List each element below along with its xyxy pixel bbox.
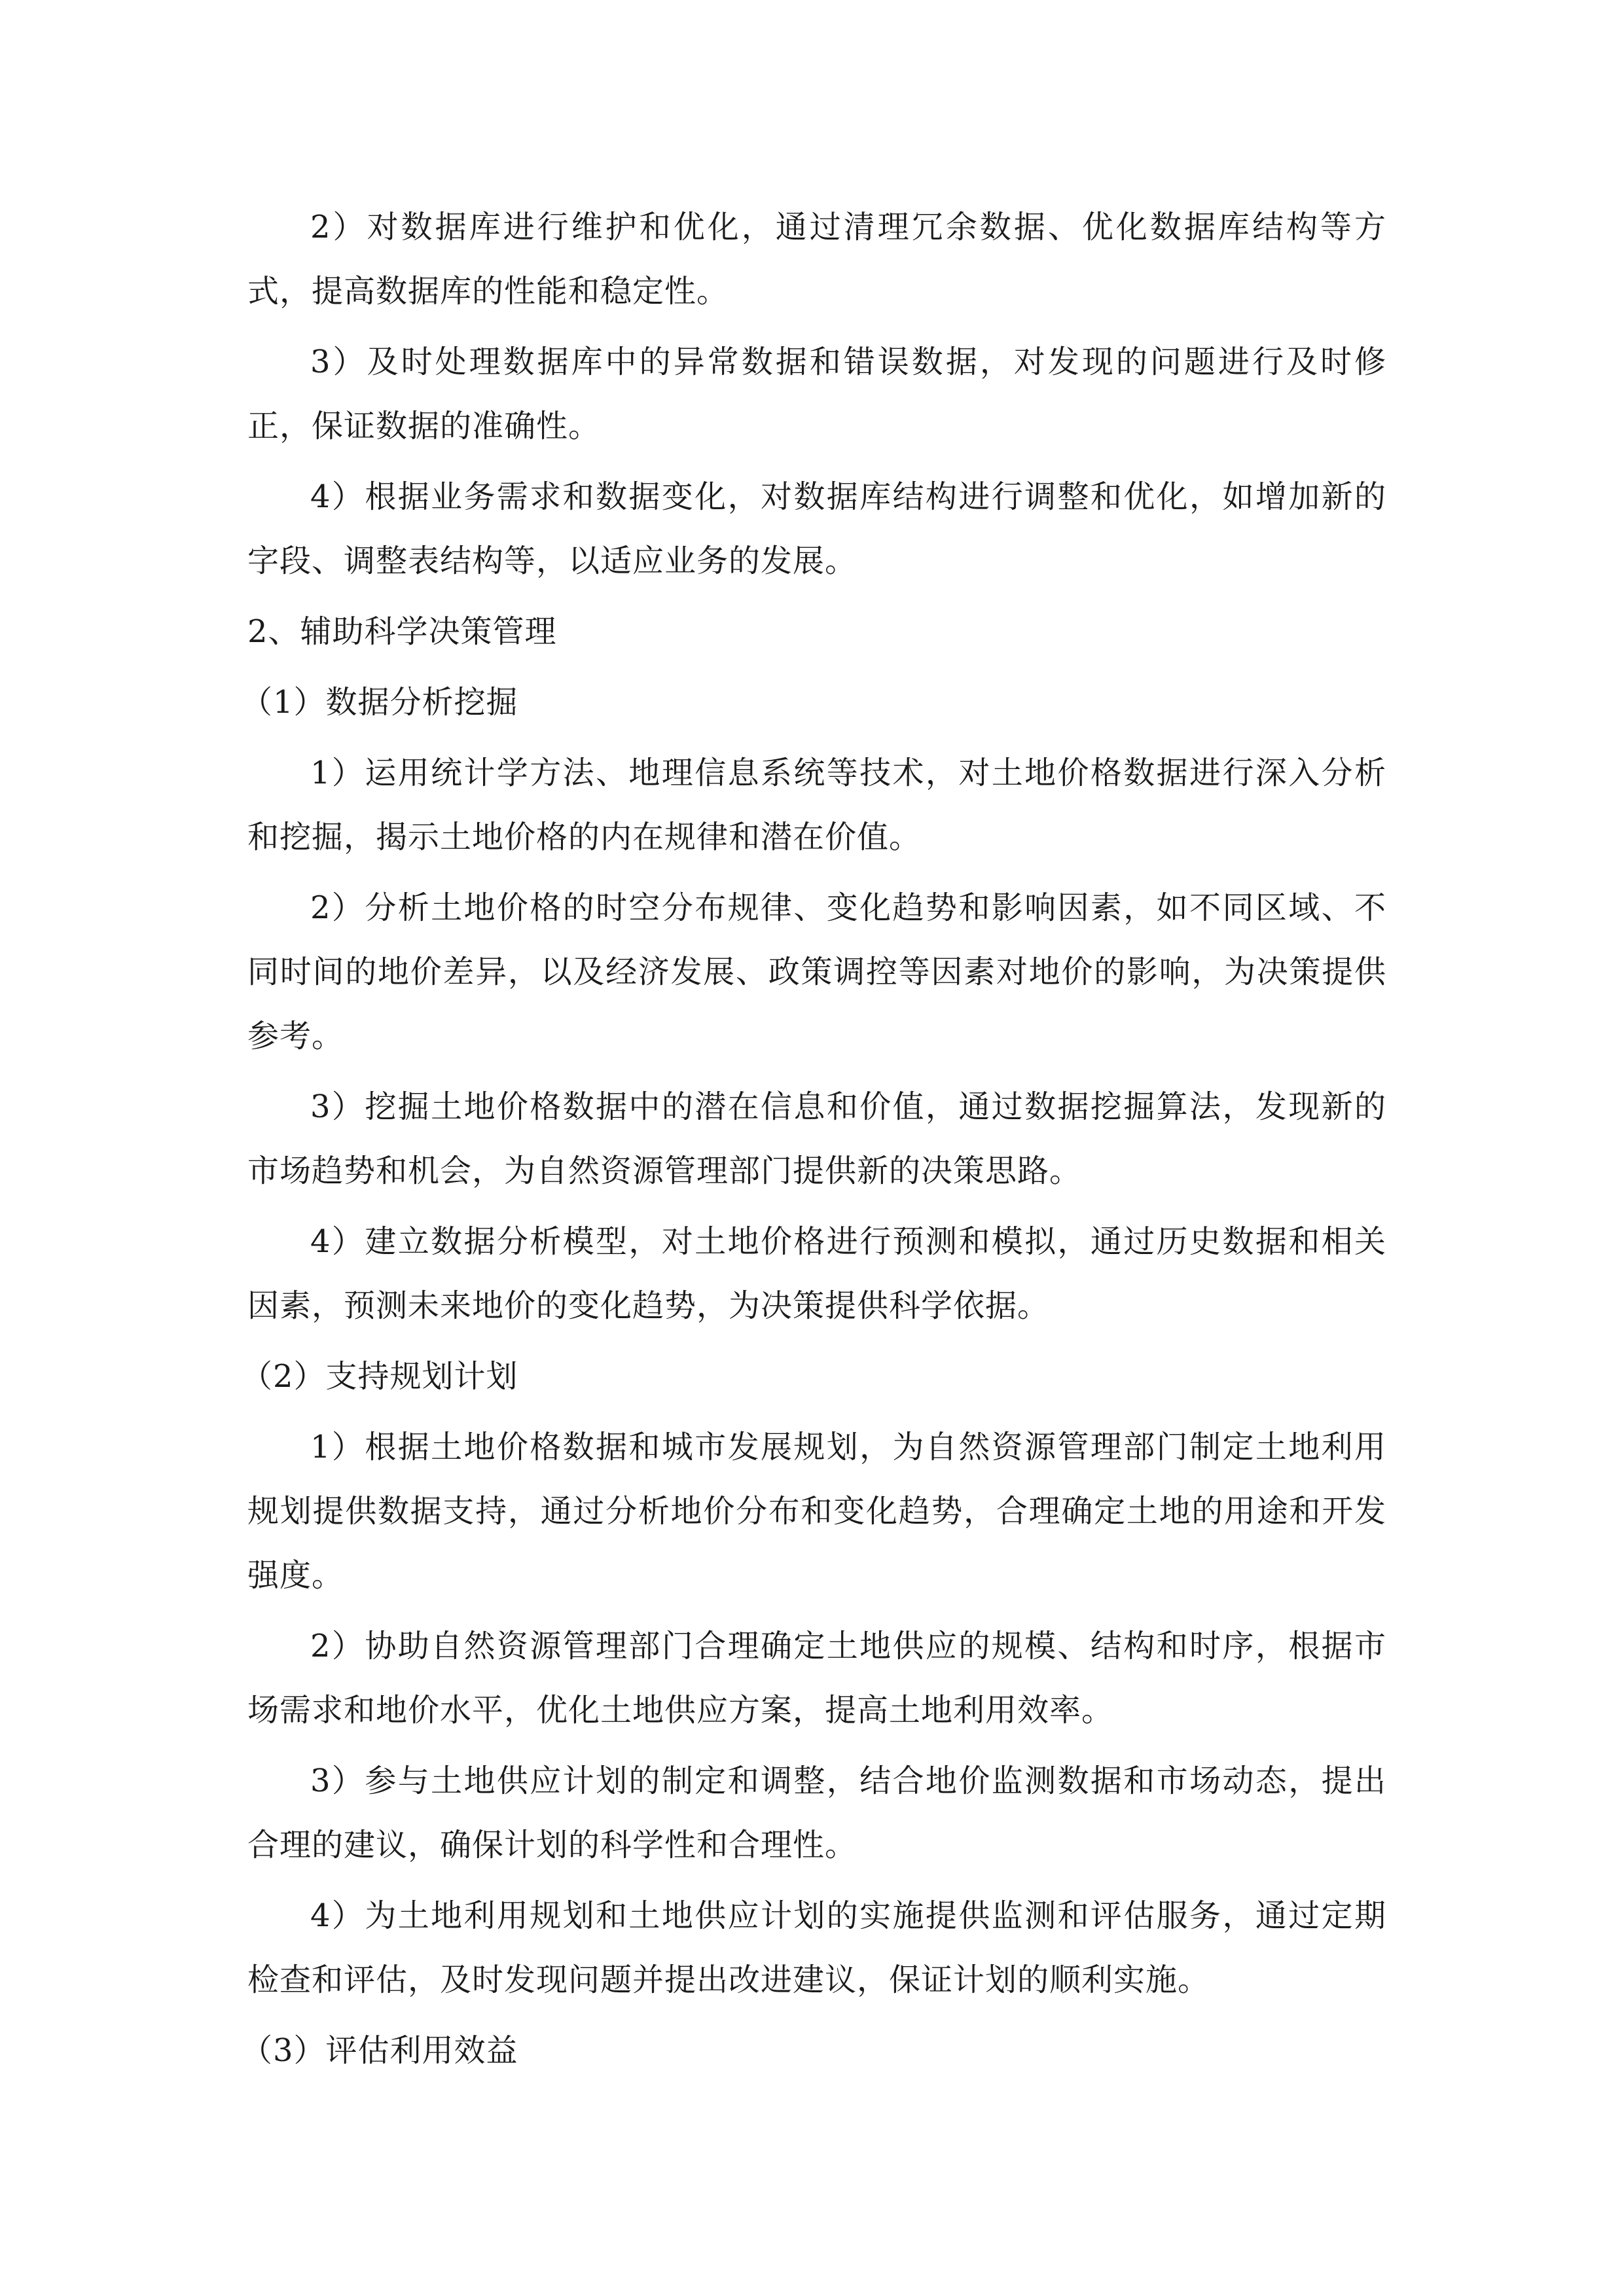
paragraph-data-mining: 3）挖掘土地价格数据中的潜在信息和价值，通过数据挖掘算法，发现新的市场趋势和机会，为自然资源管理部门提供新的决策思路。 [247, 1088, 1386, 1189]
subsection-heading-planning-support: （2）支持规划计划 [241, 1358, 518, 1395]
paragraph-analysis-methods: 1）运用统计学方法、地理信息系统等技术，对土地价格数据进行深入分析和挖掘，揭示土地价格的内在规律和潜在价值。 [247, 755, 1386, 855]
paragraph-db-structure-adjust: 4）根据业务需求和数据变化，对数据库结构进行调整和优化，如增加新的字段、调整表结构等，以适应业务的发展。 [247, 478, 1386, 579]
paragraph-prediction-model: 4）建立数据分析模型，对土地价格进行预测和模拟，通过历史数据和相关因素，预测未来地价的变化趋势，为决策提供科学依据。 [247, 1223, 1386, 1324]
subsection-heading-benefit-evaluation: （3）评估利用效益 [241, 2032, 518, 2069]
paragraph-land-use-planning: 1）根据土地价格数据和城市发展规划，为自然资源管理部门制定土地利用规划提供数据支持，通过分析地价分布和变化趋势，合理确定土地的用途和开发强度。 [247, 1429, 1386, 1594]
paragraph-db-error-handling: 3）及时处理数据库中的异常数据和错误数据，对发现的问题进行及时修正，保证数据的准确性。 [247, 344, 1386, 444]
subsection-heading-data-analysis: （1）数据分析挖掘 [241, 684, 518, 721]
paragraph-monitoring-evaluation: 4）为土地利用规划和土地供应计划的实施提供监测和评估服务，通过定期检查和评估，及时发现问题并提出改进建议，保证计划的顺利实施。 [247, 1897, 1386, 1998]
paragraph-supply-plan: 3）参与土地供应计划的制定和调整，结合地价监测数据和市场动态，提出合理的建议，确保计划的科学性和合理性。 [247, 1763, 1386, 1863]
section-heading-decision-support: 2、辅助科学决策管理 [247, 613, 557, 650]
paragraph-spatiotemporal-analysis: 2）分析土地价格的时空分布规律、变化趋势和影响因素，如不同区域、不同时间的地价差异，以及经济发展、政策调控等因素对地价的影响，为决策提供参考。 [247, 889, 1386, 1054]
paragraph-db-maintenance: 2）对数据库进行维护和优化，通过清理冗余数据、优化数据库结构等方式，提高数据库的性能和稳定性。 [247, 209, 1386, 310]
document-page [241, 195, 1386, 2089]
paragraph-land-supply: 2）协助自然资源管理部门合理确定土地供应的规模、结构和时序，根据市场需求和地价水平，优化土地供应方案，提高土地利用效率。 [247, 1628, 1386, 1729]
